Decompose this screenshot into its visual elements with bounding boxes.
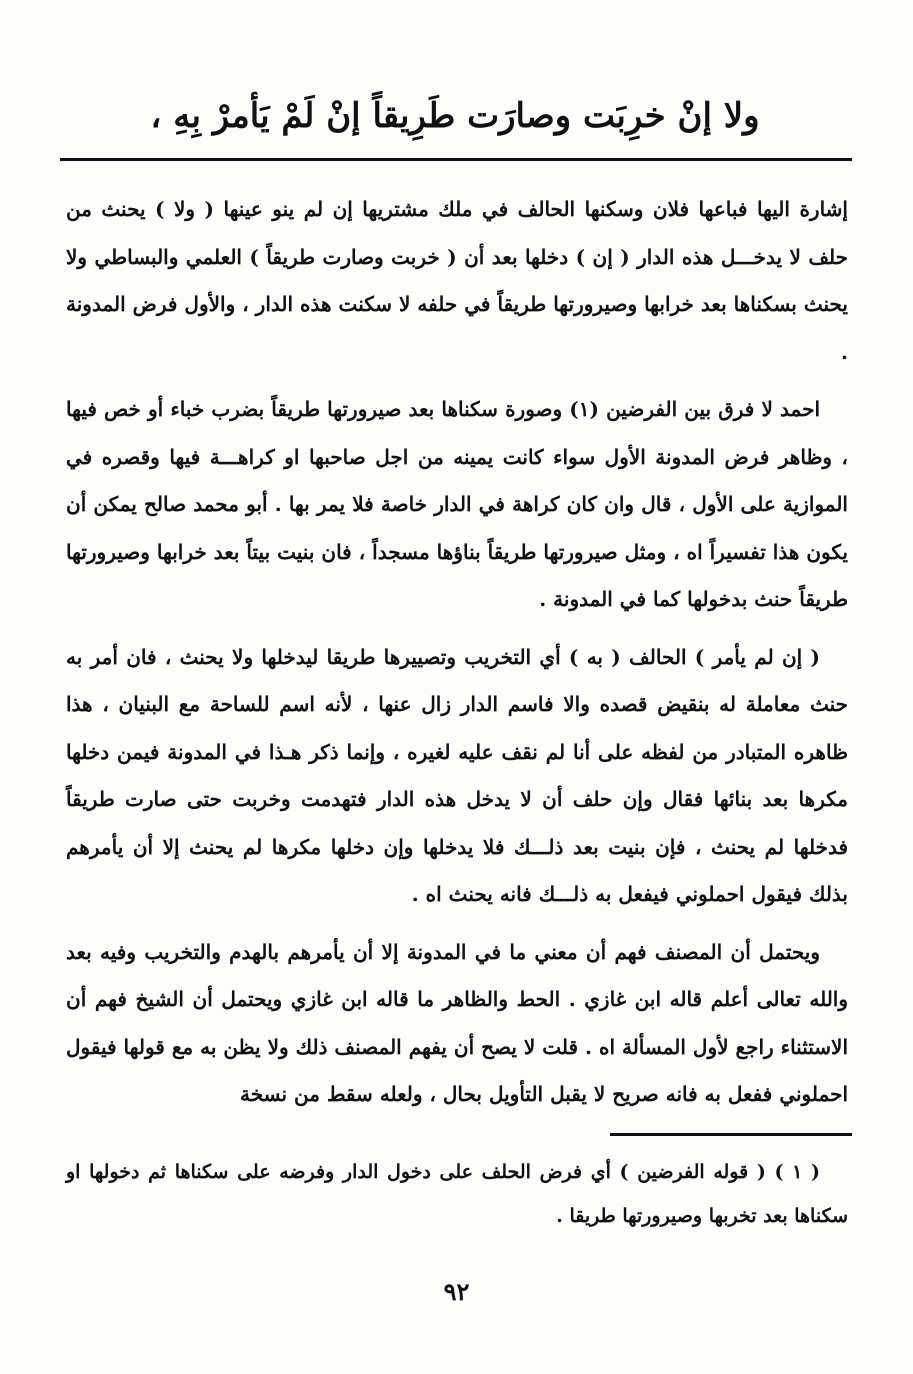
main-text [66, 186, 848, 1129]
paragraph-2: احمد لا فرق بين الفرضين (١) وصورة سكناها بعد صيرورتها طريقاً بضرب خباء أو خص فيها ، وظاهر فرض المدونة الأول سواء كانت يمينه من اجل صاحبها او كراهـــة فيها وقصره في الموازية على الأول ، قال وان كان كراهة في الدار خاصة فلا يمر بها . أبو محمد صالح يمكن أن يكون هذا تفسيراً اه ، ومثل صيرورتها طريقاً بناؤها مسجداً ، فان بنيت بيتاً بعد خرابها وصيرورتها طريقاً حنث بدخولها كما في المدونة . [66, 397, 848, 611]
paragraph-1: إشارة اليها فباعها فلان وسكنها الحالف في ملك مشتريها إن لم ينو عينها ( ولا ) يحنث من حلف لا يدخـــل هذه الدار ( إن ) دخلها بعد أن ( خربت وصارت طريقاً ) العلمي والبساطي ولا يحنث بسكناها بعد خرابها وصيرورتها طريقاً في حلفه لا سكنت هذه الدار ، والأول فرض المدونة . [66, 197, 849, 364]
paragraph-4: ويحتمل أن المصنف فهم أن معني ما في المدونة إلا أن يأمرهم بالهدم والتخريب وفيه بعد والله تعالى أعلم قاله ابن غازي . الحط والظاهر ما قاله ابن غازي ويحتمل أن الشيخ فهم أن الاستثناء راجع لأول المسألة اه . قلت لا يصح أن يفهم المصنف ذلك ولا يظن به مع قولها فيقول احملوني ففعل به فانه صريح لا يقبل التأويل بحال ، ولعله سقط من نسخة [66, 939, 849, 1106]
footnote-text: ( ١ ) ( قوله الفرضين ) أي فرض الحلف على دخول الدار وفرضه على سكناها ثم دخولها او سكناها بعد تخربها وصيرورتها طريقا . [66, 1161, 848, 1227]
footnote-divider [610, 1133, 852, 1136]
heading-divider [60, 158, 852, 161]
paragraph-3: ( إن لم يأمر ) الحالف ( به ) أي التخريب وتصييرها طريقا ليدخلها ولا يحنث ، فان أمر به حنث معاملة له بنقيض قصده والا فاسم الدار زال عنها ، لأنه اسم للساحة مع البنيان ، هذا ظاهره المتبادر من لفظه على أنا لم نقف عليه لغيره ، وإنما ذكر هـذا في المدونة فيمن دخلها مكرها بعد بنائها فقال وإن حلف أن لا يدخل هذه الدار فتهدمت وخربت حتى صارت طريقاً فدخلها لم يحنث ، فإن بنيت بعد ذلـــك فلا يدخلها وإن دخلها مكرها لم يحنث إلا أن يأمرهم بذلك فيقول احملوني فيفعل به ذلـــك فانه يحنث اه . [66, 644, 848, 906]
page-heading: ولا إنْ خرِبَت وصارَت طَرِيقاً إنْ لَمْ يَأمرْ بِهِ ، [150, 96, 760, 136]
footnote [66, 1150, 848, 1238]
page-number: ٩٢ [443, 1277, 470, 1306]
